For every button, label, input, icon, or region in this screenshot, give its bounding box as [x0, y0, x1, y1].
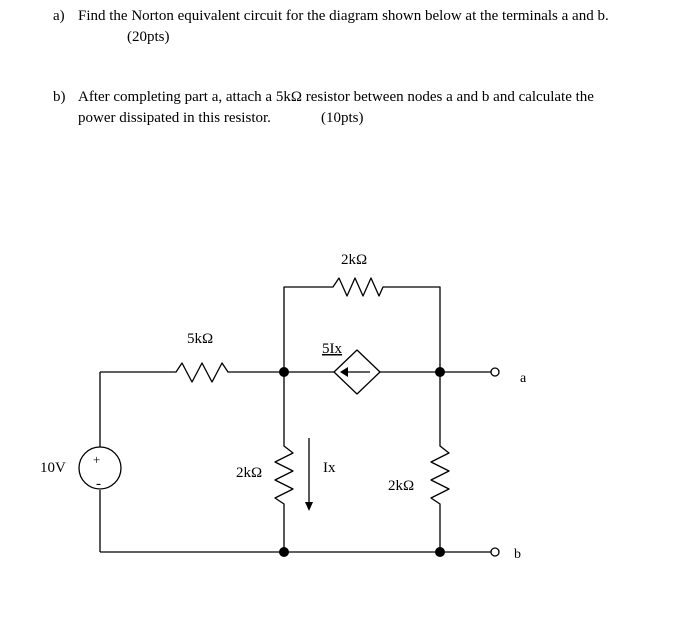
part-b-points: (10pts)	[321, 110, 364, 126]
terminal-b-circle	[491, 548, 499, 556]
part-a-marker: a)	[53, 8, 65, 24]
node-dot	[435, 547, 445, 557]
label-r-middle: 2kΩ	[236, 465, 263, 481]
label-r-right: 2kΩ	[388, 478, 415, 494]
dependent-source-arrow-icon	[340, 367, 370, 377]
node-dot	[435, 367, 445, 377]
source-minus: -	[96, 476, 101, 492]
part-b-line2: power dissipated in this resistor.	[78, 110, 271, 126]
wire-top-loop	[284, 287, 440, 372]
part-b-line1: After completing part a, attach a 5kΩ resistor between nodes a and b and calculate the	[78, 89, 594, 105]
label-terminal-a: a	[520, 371, 527, 386]
part-a-points: (20pts)	[127, 29, 170, 45]
part-a-text: Find the Norton equivalent circuit for the diagram shown below at the terminals a and b.	[78, 8, 609, 24]
part-b-marker: b)	[53, 89, 66, 105]
node-dot	[279, 367, 289, 377]
label-r-5k: 5kΩ	[187, 331, 214, 347]
label-dependent-source: 5Ix	[322, 341, 342, 357]
label-terminal-b: b	[514, 547, 521, 562]
resistor-top-2k	[327, 278, 387, 296]
resistor-right-2k	[431, 440, 449, 510]
label-current: Ix	[323, 460, 336, 476]
resistor-middle-2k	[275, 440, 293, 510]
label-r-top: 2kΩ	[341, 252, 368, 268]
resistor-5k	[168, 363, 236, 382]
terminal-a-circle	[491, 368, 499, 376]
source-plus: +	[93, 452, 101, 467]
current-arrow-icon	[305, 438, 313, 511]
node-dot	[279, 547, 289, 557]
source-label: 10V	[40, 460, 66, 476]
